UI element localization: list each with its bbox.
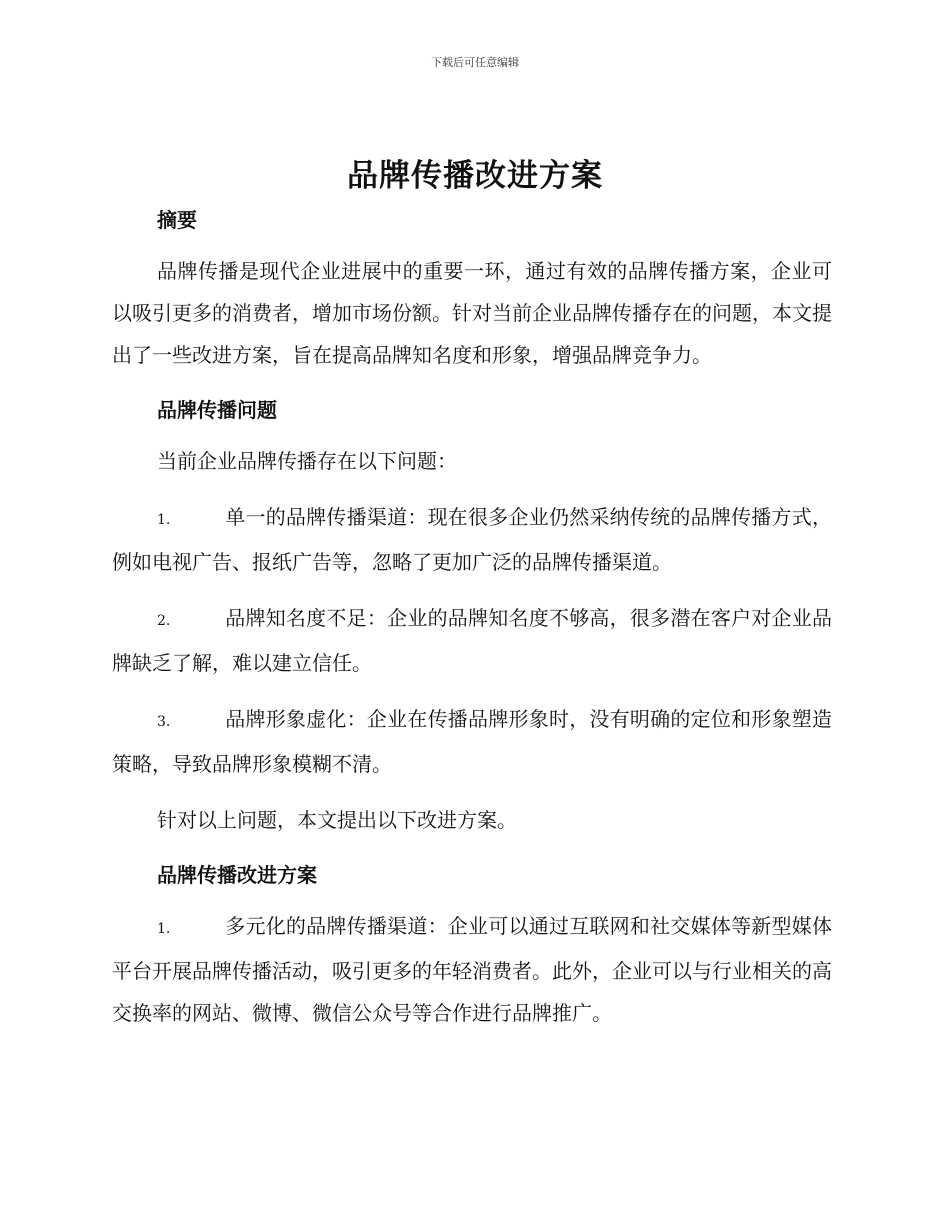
list-number: 1. xyxy=(157,512,171,528)
problems-heading: 品牌传播问题 xyxy=(157,398,277,422)
problems-conclusion: 针对以上问题，本文提出以下改进方案。 xyxy=(157,808,517,832)
problem-item-3 xyxy=(112,698,832,785)
solution-item-1 xyxy=(112,905,832,1034)
abstract-heading: 摘要 xyxy=(157,208,197,232)
abstract-paragraph: 品牌传播是现代企业进展中的重要一环，通过有效的品牌传播方案，企业可以吸引更多的消费者，增加市场份额。针对当前企业品牌传播存在的问题，本文提出了一些改进方案，旨在提高品牌知名度和形象，增强品牌竞争力。 xyxy=(112,259,832,367)
list-item-text: 多元化的品牌传播渠道：企业可以通过互联网和社交媒体等新型媒体平台开展品牌传播活动，吸引更多的年轻消费者。此外，企业可以与行业相关的高交换率的网站、微博、微信公众号等合作进行品牌推广。 xyxy=(112,914,832,1025)
list-number: 2. xyxy=(157,613,171,629)
header-note: 下载后可任意编辑 xyxy=(431,56,519,69)
problem-item-1 xyxy=(112,496,832,583)
document-title: 品牌传播改进方案 xyxy=(347,158,603,194)
list-number: 1. xyxy=(157,921,171,937)
problem-item-2 xyxy=(112,597,832,684)
problems-intro: 当前企业品牌传播存在以下问题： xyxy=(157,449,457,473)
list-number: 3. xyxy=(157,714,171,730)
solutions-heading: 品牌传播改进方案 xyxy=(157,863,317,887)
document-body xyxy=(112,204,832,1034)
list-item-text: 品牌知名度不足：企业的品牌知名度不够高，很多潜在客户对企业品牌缺乏了解，难以建立信任。 xyxy=(112,606,832,675)
list-item-text: 单一的品牌传播渠道：现在很多企业仍然采纳传统的品牌传播方式，例如电视广告、报纸广告等，忽略了更加广泛的品牌传播渠道。 xyxy=(112,505,832,574)
list-item-text: 品牌形象虚化：企业在传播品牌形象时，没有明确的定位和形象塑造策略，导致品牌形象模糊不清。 xyxy=(112,707,832,776)
